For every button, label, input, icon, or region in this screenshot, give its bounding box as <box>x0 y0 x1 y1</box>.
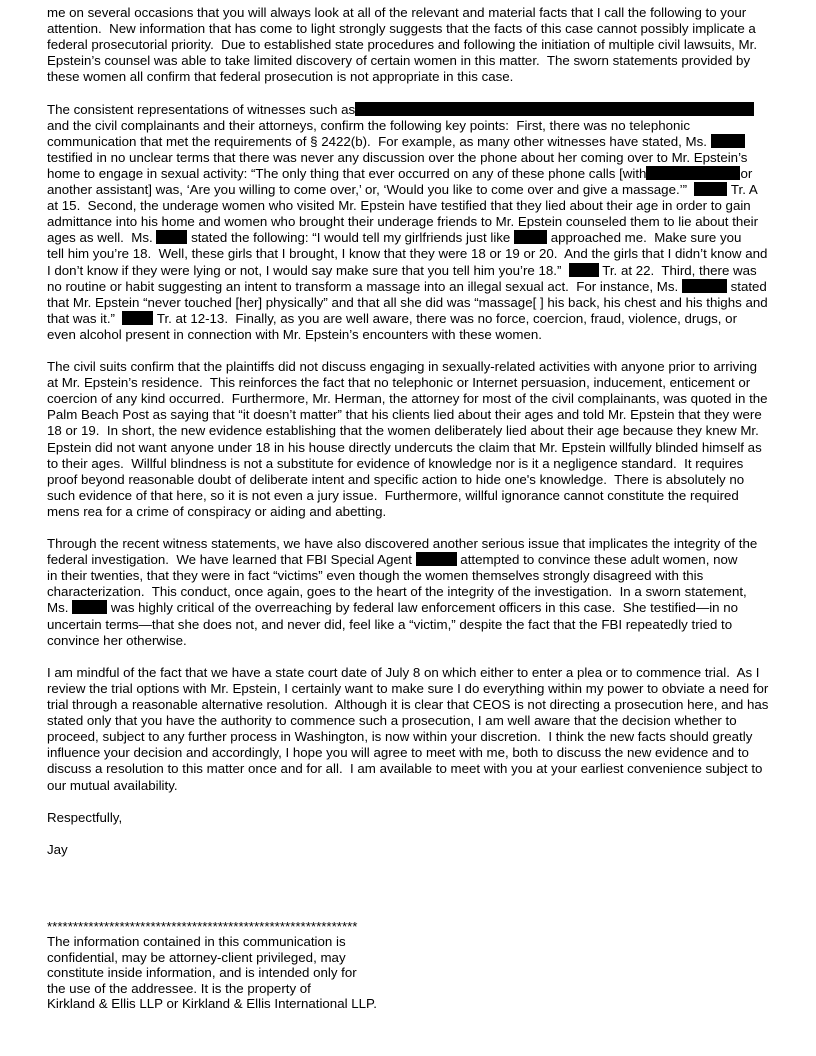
confidentiality-footer <box>47 919 377 1011</box>
redaction-box <box>711 134 745 148</box>
text-segment: communication that met the requirements of § 2422(b). For example, as many other witnesses have stated, Ms. <box>47 133 711 149</box>
footer-separator: ************************************************************ <box>47 919 358 934</box>
text-line <box>47 166 787 182</box>
text-segment: The civil suits confirm that the plaintiffs did not discuss engaging in sexually-related activities with anyone prior to arriving <box>47 359 758 375</box>
text-line <box>47 327 787 343</box>
text-line <box>47 472 787 488</box>
text-segment: I am mindful of the fact that we have a state court date of July 8 on which either to enter a plea or to commence trial. As I <box>47 664 760 680</box>
text-line <box>47 214 787 230</box>
text-line <box>47 37 787 53</box>
redaction-box <box>72 600 107 614</box>
text-line <box>47 488 787 504</box>
text-line <box>47 263 787 279</box>
text-line <box>47 810 787 826</box>
footer-line: confidential, may be attorney-client privileged, may <box>47 949 346 965</box>
footer-line: constitute inside information, and is intended only for <box>47 965 357 981</box>
text-line <box>47 5 787 21</box>
paragraph <box>47 665 787 794</box>
text-segment: uncertain terms—that she does not, and never did, feel like a “victim,” despite the fact that the FBI repeatedly tried to <box>47 616 733 632</box>
text-line <box>47 407 787 423</box>
text-line <box>47 246 787 262</box>
text-segment: at 15. Second, the underage women who visited Mr. Epstein have testified that they lied about their age in order to gain <box>47 198 751 214</box>
text-segment: characterization. This conduct, once again, goes to the heart of the integrity of the investigation. In a sworn statement, <box>47 584 747 600</box>
text-line <box>47 761 787 777</box>
text-segment: federal prosecutorial priority. Due to established state procedures and following the initiation of multiple civil lawsuits, Mr. <box>47 37 758 53</box>
text-line <box>47 134 787 150</box>
redaction-box <box>416 552 457 566</box>
text-line <box>47 311 787 327</box>
text-line <box>47 745 787 761</box>
text-segment: me on several occasions that you will always look at all of the relevant and material facts that I call the following to your <box>47 5 747 20</box>
text-line <box>47 198 787 214</box>
text-segment: these women all confirm that federal prosecution is not appropriate in this case. <box>47 69 514 85</box>
text-line <box>47 842 787 858</box>
text-line <box>47 53 787 69</box>
text-line <box>47 617 787 633</box>
paragraph <box>47 842 787 858</box>
text-line <box>47 697 787 713</box>
paragraph <box>47 102 787 343</box>
text-segment: ages as well. Ms. <box>47 230 157 246</box>
text-segment: stated the following: “I would tell my girlfriends just like <box>187 230 515 246</box>
text-line <box>47 375 787 391</box>
text-segment: was highly critical of the overreaching by federal law enforcement officers in this case. She testified—in no <box>107 600 739 616</box>
redaction-box <box>646 166 740 180</box>
text-line <box>47 584 787 600</box>
text-line <box>47 504 787 520</box>
paragraph <box>47 536 787 649</box>
text-line <box>47 21 787 37</box>
text-line <box>47 633 787 649</box>
text-segment: proof beyond reasonable doubt of deliberate intent and specific action to hide one's knowledge. There is absolutely no <box>47 471 745 487</box>
text-line <box>47 456 787 472</box>
text-segment: our mutual availability. <box>47 777 178 793</box>
text-segment: attempted to convince these adult women, now <box>456 552 738 568</box>
text-line <box>47 568 787 584</box>
redaction-box <box>569 263 599 277</box>
text-segment: I don’t know if they were lying or not, I would say make sure that you tell him you’re 18.” <box>47 262 569 278</box>
text-segment: 18 or 19. In short, the new evidence establishing that the women deliberately lied about their age because they knew Mr. <box>47 423 759 439</box>
text-line <box>47 182 787 198</box>
text-line <box>47 295 787 311</box>
text-segment: federal investigation. We have learned that FBI Special Agent <box>47 552 416 568</box>
text-segment: convince her otherwise. <box>47 632 187 648</box>
footer-line: Kirkland & Ellis LLP or Kirkland & Ellis International LLP. <box>47 995 377 1011</box>
text-line <box>47 102 787 118</box>
text-segment: tell him you’re 18. Well, these girls that I brought, I know that they were 18 or 19 or 20. And the girls that I didn’t know and <box>47 246 768 262</box>
text-segment: review the trial options with Mr. Epstein, I certainly want to make sure I do everything within my power to obviate a need for <box>47 680 769 696</box>
text-line <box>47 600 787 616</box>
redaction-box <box>694 182 727 196</box>
paragraph <box>47 359 787 520</box>
text-segment: approached me. Make sure you <box>547 230 742 246</box>
paragraph <box>47 810 787 826</box>
redaction-box <box>514 230 547 244</box>
text-segment: Epstein’s counsel was able to take limited discovery of certain women in this matter. The sworn statements provided by <box>47 53 751 69</box>
text-line <box>47 440 787 456</box>
text-segment: Respectfully, <box>47 809 123 825</box>
text-line <box>47 552 787 568</box>
text-segment: stated <box>726 278 767 294</box>
footer-line: the use of the addressee. It is the property of <box>47 980 311 996</box>
text-line <box>47 150 787 166</box>
text-line <box>47 423 787 439</box>
text-line <box>47 279 787 295</box>
text-segment: Tr. at 22. Third, there was <box>598 262 757 278</box>
text-segment: attention. New information that has come to light strongly suggests that the facts of this case cannot possibly implicate a <box>47 21 756 37</box>
text-segment: to their ages. Willful blindness is not a substitute for evidence of knowledge nor is it a negligence standard. It requires <box>47 455 744 471</box>
text-segment: or <box>740 165 753 181</box>
text-line <box>47 230 787 246</box>
text-line <box>47 665 787 681</box>
text-line <box>47 778 787 794</box>
text-segment: Ms. <box>47 600 73 616</box>
text-segment: no routine or habit suggesting an intent to transform a massage into an illegal sexual act. For instance, Ms. <box>47 278 682 294</box>
text-segment: in their twenties, that they were in fact “victims” even though the women themselves strongly disagreed with this <box>47 568 704 584</box>
paragraph <box>47 5 787 85</box>
text-segment: stated only that you have the authority to commence such a prosecution, I am well aware that the decision whether to <box>47 713 737 729</box>
text-segment: another assistant] was, ‘Are you willing to come over,’ or, ‘Would you like to come over and give a massage.’” <box>47 182 695 198</box>
text-line <box>47 729 787 745</box>
text-segment: influence your decision and accordingly, I hope you will agree to meet with me, both to discuss the new evidence and to <box>47 745 749 761</box>
text-line <box>47 713 787 729</box>
text-segment: mens rea for a crime of conspiracy or aiding and abetting. <box>47 503 387 519</box>
text-segment: such evidence of that here, so it is not even a jury issue. Furthermore, willful ignorance cannot constitute the required <box>47 487 739 503</box>
text-segment: discuss a resolution to this matter once and for all. I am available to meet with you at your earliest convenience subject to <box>47 761 763 777</box>
text-segment: Through the recent witness statements, we have also discovered another serious issue that implicates the integrity of the <box>47 536 758 552</box>
text-segment: coercion of any kind occurred. Furthermore, Mr. Herman, the attorney for most of the civil complainants, was quoted in the <box>47 391 768 407</box>
text-line <box>47 118 787 134</box>
text-segment: even alcohol present in connection with Mr. Epstein’s encounters with these women. <box>47 326 542 342</box>
text-segment: home to engage in sexual activity: “The only thing that ever occurred on any of these phone calls [with <box>47 165 647 181</box>
text-segment: that was it.” <box>47 310 123 326</box>
redaction-box <box>355 102 754 116</box>
text-line <box>47 359 787 375</box>
text-line <box>47 69 787 85</box>
redaction-box <box>682 279 727 293</box>
text-segment: Palm Beach Post as saying that “it doesn’t matter” that his clients lied about their ages and told Mr. Epstein that they were <box>47 407 762 423</box>
text-segment: Epstein did not want anyone under 18 in his house directly undercuts the claim that Mr. Epstein willfully blinded himself as <box>47 439 762 455</box>
text-segment: and the civil complainants and their attorneys, confirm the following key points: First, there was no telephonic <box>47 117 691 133</box>
text-segment: trial through a reasonable alternative resolution. Although it is clear that CEOS is not directing a prosecution here, and has <box>47 697 769 713</box>
text-segment: The consistent representations of witnesses such as <box>47 101 356 117</box>
text-segment: Tr. A <box>727 182 758 198</box>
text-segment: admittance into his home and women who brought their underage friends to Mr. Epstein counseled them to lie about their <box>47 214 759 230</box>
text-line <box>47 391 787 407</box>
text-line <box>47 536 787 552</box>
footer-line: The information contained in this communication is <box>47 934 346 950</box>
text-segment: that Mr. Epstein “never touched [her] physically” and that all she did was “massage[ ] his back, his chest and his thighs and <box>47 294 768 310</box>
text-segment: testified in no unclear terms that there was never any discussion over the phone about her coming over to Mr. Epstein’s <box>47 149 748 165</box>
redaction-box <box>122 311 153 325</box>
text-segment: Tr. at 12-13. Finally, as you are well aware, there was no force, coercion, fraud, violence, drugs, or <box>153 310 737 326</box>
text-segment: Jay <box>47 841 68 857</box>
text-segment: proceed, subject to any further process in Washington, is now within your discretion. I think the new facts should greatly <box>47 729 753 745</box>
text-segment: at Mr. Epstein’s residence. This reinforces the fact that no telephonic or Internet persuasion, inducement, enticement or <box>47 375 751 391</box>
redaction-box <box>156 230 187 244</box>
text-line <box>47 681 787 697</box>
letter-body <box>47 5 787 874</box>
